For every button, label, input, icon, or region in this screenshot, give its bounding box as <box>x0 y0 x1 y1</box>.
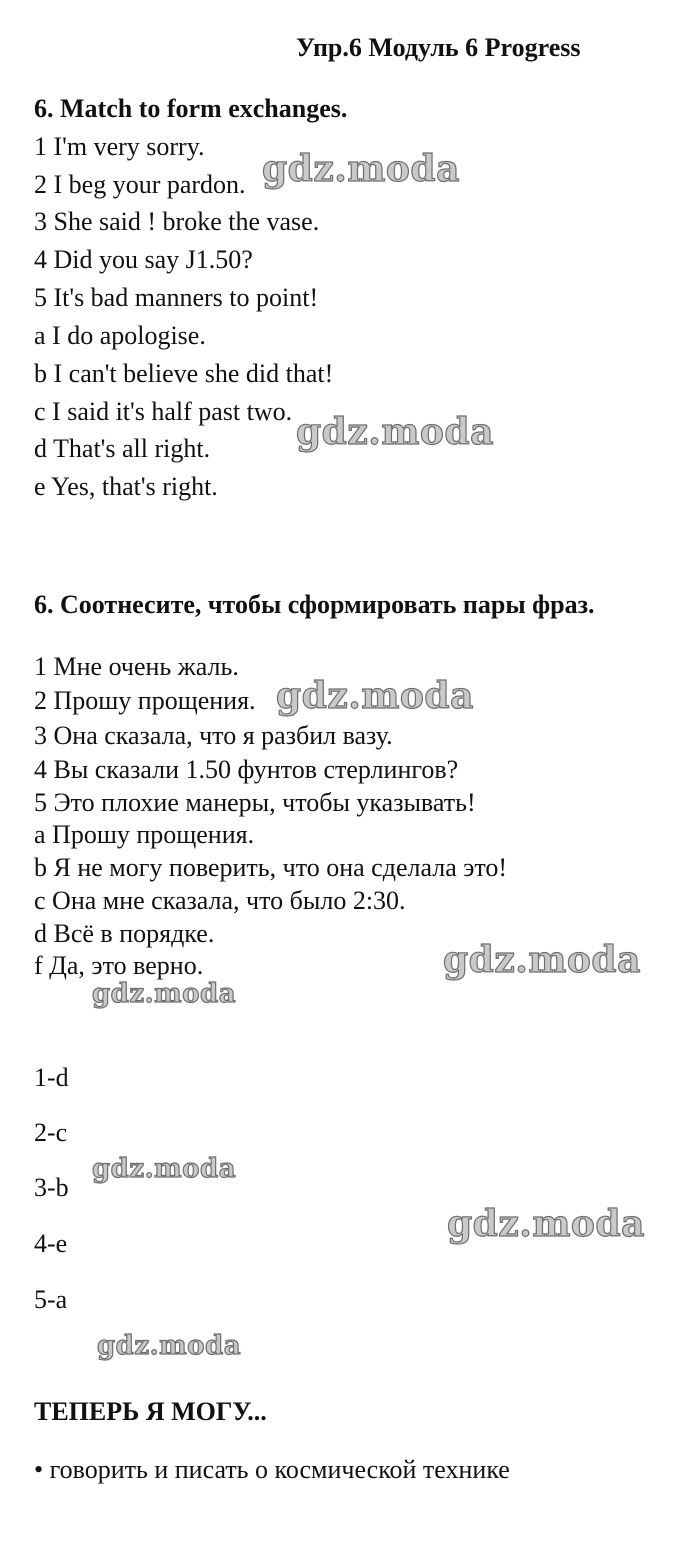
english-item: e Yes, that's right. <box>34 472 218 501</box>
russian-item: a Прошу прощения. <box>34 820 255 849</box>
english-item: 2 I beg your pardon. <box>34 170 246 199</box>
russian-item: 2 Прошу прощения. <box>34 686 256 715</box>
answer-item: 4-e <box>34 1229 68 1258</box>
english-item: 3 She said ! broke the vase. <box>34 207 320 236</box>
english-item: b I can't believe she did that! <box>34 359 334 388</box>
summary-heading: ТЕПЕРЬ Я МОГУ... <box>34 1397 267 1426</box>
watermark: gdz.moda <box>92 979 237 1009</box>
page-title: Упр.6 Модуль 6 Progress <box>296 33 581 62</box>
watermark: gdz.moda <box>447 1203 645 1245</box>
russian-item: 1 Мне очень жаль. <box>34 652 239 681</box>
english-item: d That's all right. <box>34 434 211 463</box>
russian-item: f Да, это верно. <box>34 951 204 980</box>
answer-item: 5-a <box>34 1285 68 1314</box>
english-item: a I do apologise. <box>34 321 206 350</box>
watermark: gdz.moda <box>276 675 474 717</box>
summary-bullet: • говорить и писать о космической технике <box>34 1455 510 1484</box>
russian-item: b Я не могу поверить, что она сделала это! <box>34 853 508 882</box>
watermark: gdz.moda <box>97 1331 242 1361</box>
watermark: gdz.moda <box>296 411 494 453</box>
russian-item: d Всё в порядке. <box>34 919 215 948</box>
answer-item: 2-c <box>34 1118 68 1147</box>
watermark: gdz.moda <box>443 939 641 981</box>
russian-item: 5 Это плохие манеры, чтобы указывать! <box>34 788 476 817</box>
answer-item: 1-d <box>34 1063 69 1092</box>
russian-item: c Она мне сказала, что было 2:30. <box>34 886 406 915</box>
english-heading: 6. Match to form exchanges. <box>34 94 348 123</box>
english-item: 1 I'm very sorry. <box>34 132 205 161</box>
watermark: gdz.moda <box>262 148 460 190</box>
english-item: 5 It's bad manners to point! <box>34 283 319 312</box>
answer-item: 3-b <box>34 1173 69 1202</box>
watermark: gdz.moda <box>92 1154 237 1184</box>
english-item: 4 Did you say J1.50? <box>34 245 253 274</box>
russian-item: 4 Вы сказали 1.50 фунтов стерлингов? <box>34 755 459 784</box>
russian-item: 3 Она сказала, что я разбил вазу. <box>34 721 393 750</box>
russian-heading: 6. Соотнесите, чтобы сформировать пары фраз. <box>34 590 595 619</box>
english-item: c I said it's half past two. <box>34 397 293 426</box>
